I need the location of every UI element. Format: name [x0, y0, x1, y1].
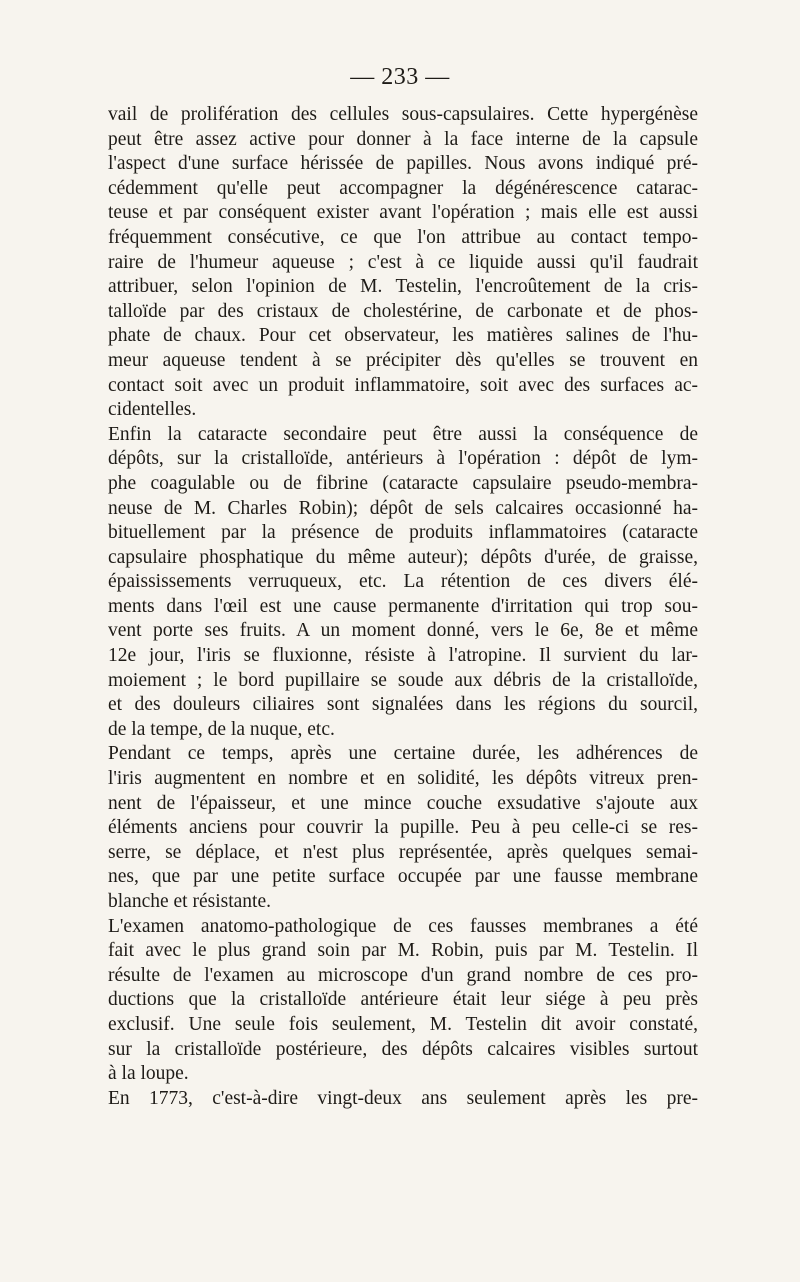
- text-line: et des douleurs ciliaires sont signalées dans les régions du sourcil,: [108, 694, 698, 716]
- text-line: éléments anciens pour couvrir la pupille. Peu à peu celle-ci se res-: [108, 817, 698, 839]
- text-line: serre, se déplace, et n'est plus représentée, après quelques semai-: [108, 841, 698, 863]
- text-line: 12e jour, l'iris se fluxionne, résiste à l'atropine. Il survient du lar-: [108, 645, 698, 667]
- text-line: Pendant ce temps, après une certaine durée, les adhérences de: [108, 743, 698, 765]
- text-line: épaississements verruqueux, etc. La rétention de ces divers élé-: [108, 571, 698, 593]
- body-text: [108, 103, 698, 1111]
- text-line: exclusif. Une seule fois seulement, M. Testelin dit avoir constaté,: [108, 1013, 698, 1035]
- text-line: talloïde par des cristaux de cholestérine, de carbonate et de phos-: [108, 300, 698, 322]
- text-line: l'aspect d'une surface hérissée de papilles. Nous avons indiqué pré-: [108, 153, 698, 175]
- text-line: teuse et par conséquent exister avant l'opération ; mais elle est aussi: [108, 202, 698, 224]
- text-line: meur aqueuse tendent à se précipiter dès qu'elles se trouvent en: [108, 349, 698, 371]
- text-line: de la tempe, de la nuque, etc.: [108, 718, 335, 740]
- text-line: vail de prolifération des cellules sous-capsulaires. Cette hypergénèse: [108, 104, 698, 125]
- text-line: L'examen anatomo-pathologique de ces fausses membranes a été: [108, 915, 698, 937]
- text-line: moiement ; le bord pupillaire se soude aux débris de la cristalloïde,: [108, 669, 698, 691]
- text-line: attribuer, selon l'opinion de M. Testelin, l'encroûtement de la cris-: [108, 276, 698, 298]
- text-line: En 1773, c'est-à-dire vingt-deux ans seulement après les pre-: [108, 1087, 698, 1109]
- text-line: Enfin la cataracte secondaire peut être aussi la conséquence de: [108, 423, 698, 445]
- text-line: vent porte ses fruits. A un moment donné, vers le 6e, 8e et même: [108, 620, 698, 642]
- text-line: contact soit avec un produit inflammatoire, soit avec des surfaces ac-: [108, 374, 698, 396]
- text-line: à la loupe.: [108, 1063, 189, 1085]
- text-line: l'iris augmentent en nombre et en solidité, les dépôts vitreux pren-: [108, 768, 698, 790]
- text-line: blanche et résistante.: [108, 891, 271, 912]
- text-line: ments dans l'œil est une cause permanente d'irritation qui trop sou-: [108, 595, 698, 617]
- text-line: bituellement par la présence de produits inflammatoires (cataracte: [108, 522, 698, 544]
- text-line: résulte de l'examen au microscope d'un grand nombre de ces pro-: [108, 964, 698, 986]
- text-line: ductions que la cristalloïde antérieure était leur siége à peu près: [108, 989, 698, 1011]
- text-line: nent de l'épaisseur, et une mince couche exsudative s'ajoute aux: [108, 792, 698, 814]
- text-line: dépôts, sur la cristalloïde, antérieurs à l'opération : dépôt de lym-: [108, 448, 698, 470]
- text-line: neuse de M. Charles Robin); dépôt de sels calcaires occasionné ha-: [108, 497, 698, 519]
- text-line: sur la cristalloïde postérieure, des dépôts calcaires visibles surtout: [108, 1038, 698, 1060]
- text-line: phe coagulable ou de fibrine (cataracte capsulaire pseudo-membra-: [108, 472, 698, 494]
- text-line: cidentelles.: [108, 399, 197, 421]
- page-number: — 233 —: [350, 64, 450, 90]
- text-line: fait avec le plus grand soin par M. Robin, puis par M. Testelin. Il: [108, 940, 698, 962]
- text-line: raire de l'humeur aqueuse ; c'est à ce liquide aussi qu'il faudrait: [108, 251, 698, 273]
- text-line: fréquemment consécutive, ce que l'on attribue au contact tempo-: [108, 226, 698, 248]
- text-line: cédemment qu'elle peut accompagner la dégénérescence catarac-: [108, 177, 698, 199]
- text-line: phate de chaux. Pour cet observateur, les matières salines de l'hu-: [108, 325, 698, 347]
- text-line: peut être assez active pour donner à la face interne de la capsule: [108, 128, 698, 150]
- text-line: capsulaire phosphatique du même auteur); dépôts d'urée, de graisse,: [108, 546, 698, 568]
- text-line: nes, que par une petite surface occupée par une fausse membrane: [108, 866, 698, 888]
